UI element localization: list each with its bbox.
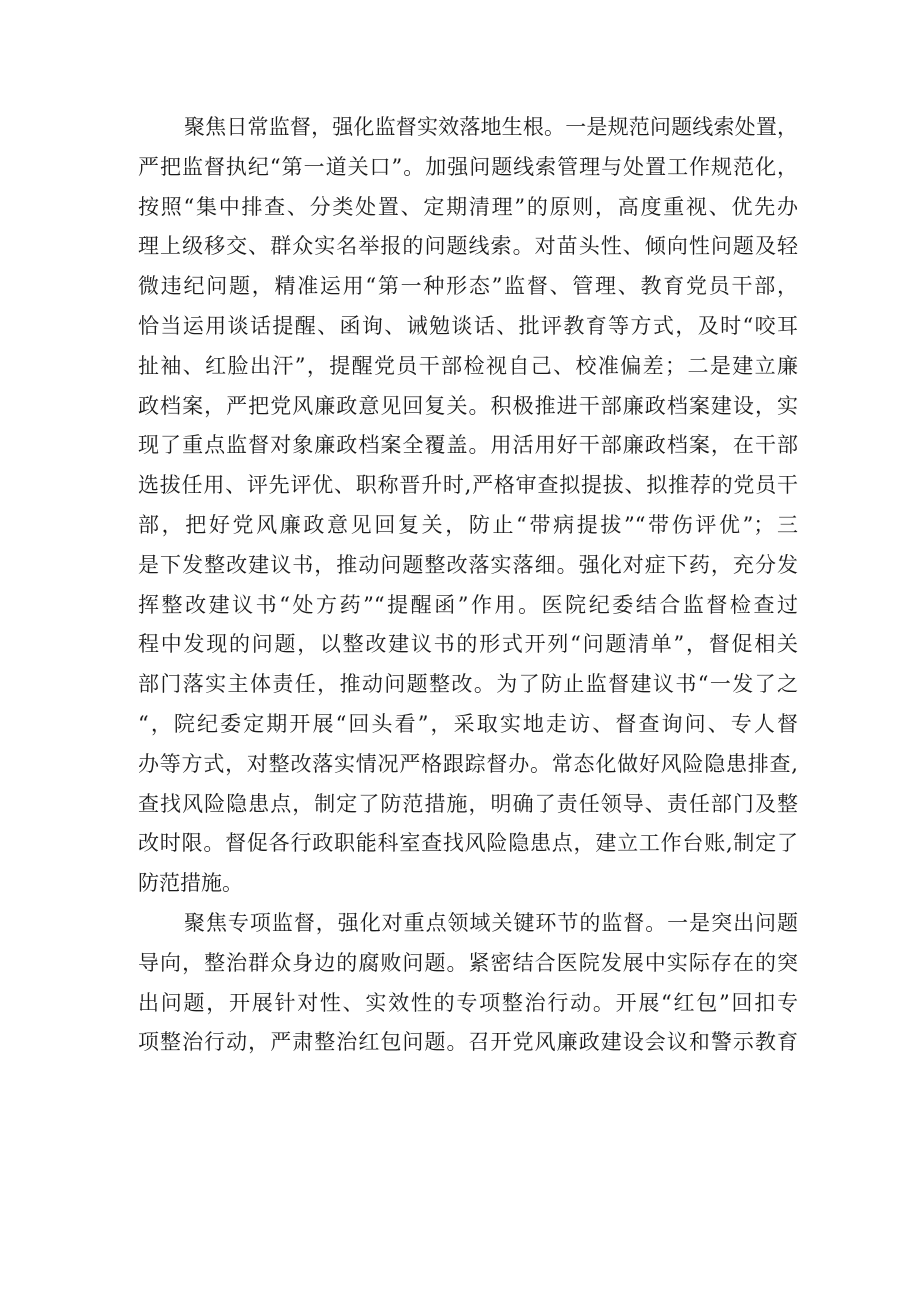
paragraph-line: 聚焦专项监督，强化对重点领域关键环节的监督。一是突出问题 <box>184 910 798 935</box>
paragraph-line: 查找风险隐患点，制定了防范措施，明确了责任领导、责任部门及整 <box>138 791 798 816</box>
paragraph-line: 部，把好党风廉政意见回复关，防止“带病提拔”“带伤评优”；三 <box>138 512 798 537</box>
paragraph-line: 政档案，严把党风廉政意见回复关。积极推进干部廉政档案建设，实 <box>138 393 798 418</box>
document-body <box>138 108 798 1063</box>
paragraph-line: “，院纪委定期开展“回头看”，采取实地走访、督查询问、专人督 <box>138 711 798 736</box>
paragraph-line: 挥整改建议书“处方药”“提醒函”作用。医院纪委结合监督检查过 <box>138 592 798 617</box>
paragraph-line: 部门落实主体责任，推动问题整改。为了防止监督建议书“一发了之 <box>138 672 798 697</box>
paragraph-line: 按照“集中排查、分类处置、定期清理”的原则，高度重视、优先办 <box>138 194 798 219</box>
paragraph-line: 是下发整改建议书，推动问题整改落实落细。强化对症下药，充分发 <box>138 552 798 577</box>
paragraph-line: 现了重点监督对象廉政档案全覆盖。用活用好干部廉政档案，在干部 <box>138 433 798 458</box>
paragraph-line: 理上级移交、群众实名举报的问题线索。对苗头性、倾向性问题及轻 <box>138 234 798 259</box>
paragraph-line: 改时限。督促各行政职能科室查找风险隐患点，建立工作台账,制定了 <box>138 831 798 856</box>
paragraph-line: 项整治行动，严肃整治红包问题。召开党风廉政建设会议和警示教育 <box>138 1030 798 1055</box>
paragraph-line: 办等方式，对整改落实情况严格跟踪督办。常态化做好风险隐患排查, <box>138 751 798 776</box>
paragraph-1 <box>138 108 798 904</box>
paragraph-line: 扯袖、红脸出汗”，提醒党员干部检视自己、校准偏差；二是建立廉 <box>138 353 798 378</box>
paragraph-line: 聚焦日常监督，强化监督实效落地生根。一是规范问题线索处置， <box>184 115 798 139</box>
paragraph-line: 程中发现的问题，以整改建议书的形式开列“问题清单”，督促相关 <box>138 632 798 657</box>
paragraph-line: 防范措施。 <box>138 871 243 896</box>
paragraph-line: 出问题，开展针对性、实效性的专项整治行动。开展“红包”回扣专 <box>138 990 798 1015</box>
paragraph-line: 微违纪问题，精准运用“第一种形态”监督、管理、教育党员干部， <box>138 274 798 299</box>
paragraph-line: 导向，整治群众身边的腐败问题。紧密结合医院发展中实际存在的突 <box>138 950 798 975</box>
paragraph-line: 严把监督执纪“第一道关口”。加强问题线索管理与处置工作规范化， <box>138 154 798 179</box>
paragraph-line: 恰当运用谈话提醒、函询、诫勉谈话、批评教育等方式，及时“咬耳 <box>138 313 798 338</box>
paragraph-line: 选拔任用、评先评优、职称晋升时,严格审查拟提拔、拟推荐的党员干 <box>138 473 798 498</box>
paragraph-2 <box>138 904 798 1063</box>
